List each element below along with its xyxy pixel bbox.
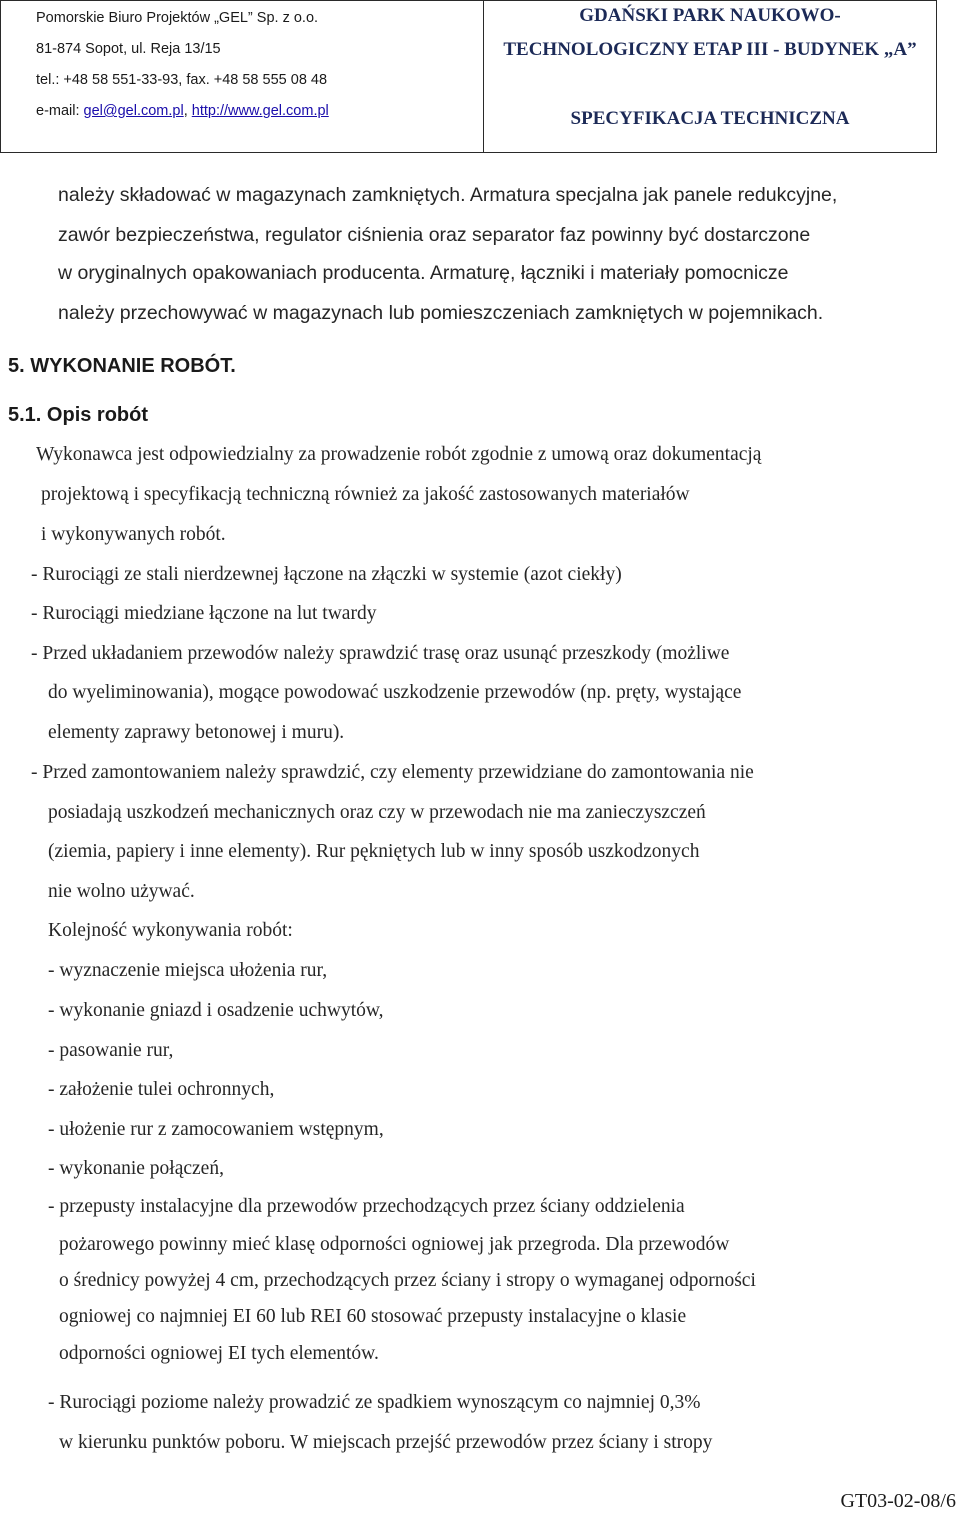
text-line: należy przechowywać w magazynach lub pomieszczeniach zamkniętych w pojemnikach.: [58, 302, 824, 324]
text-line: w kierunku punktów poboru. W miejscach przejść przewodów przez ściany i stropy: [59, 1432, 713, 1453]
text-line: elementy zaprawy betonowej i muru).: [48, 722, 345, 743]
list-item: - wykonanie połączeń,: [48, 1158, 224, 1179]
text-line: projektową i specyfikacją techniczną również za jakość zastosowanych materiałów: [41, 484, 690, 505]
contact-separator: ,: [183, 103, 192, 119]
website-link[interactable]: http://www.gel.com.pl: [191, 103, 329, 119]
document-type: SPECYFIKACJA TECHNICZNA: [570, 108, 850, 129]
text-line: nie wolno używać.: [48, 881, 195, 902]
list-item: - Rurociągi ze stali nierdzewnej łączone na złączki w systemie (azot ciekły): [31, 564, 622, 585]
text-line: posiadają uszkodzeń mechanicznych oraz czy w przewodach nie ma zanieczyszczeń: [48, 802, 706, 823]
list-item: - wyznaczenie miejsca ułożenia rur,: [48, 960, 328, 981]
section-heading: 5. WYKONANIE ROBÓT.: [8, 355, 236, 377]
company-contact: [36, 99, 483, 130]
text-line: ogniowej co najmniej EI 60 lub REI 60 stosować przepusty instalacyjne o klasie: [59, 1306, 687, 1327]
project-title-line2: TECHNOLOGICZNY ETAP III - BUDYNEK „A”: [503, 39, 917, 60]
text-line: odporności ogniowej EI tych elementów.: [59, 1343, 379, 1364]
text-line: w oryginalnych opakowaniach producenta. Armaturę, łączniki i materiały pomocnicze: [58, 262, 789, 284]
text-line: o średnicy powyżej 4 cm, przechodzących przez ściany i stropy o wymaganej odporności: [59, 1270, 756, 1291]
list-item: - Przed układaniem przewodów należy sprawdzić trasę oraz usunąć przeszkody (możliwe: [31, 643, 730, 664]
project-info: [484, 1, 936, 152]
list-item: - ułożenie rur z zamocowaniem wstępnym,: [48, 1119, 384, 1140]
subsection-heading: 5.1. Opis robót: [8, 404, 149, 426]
list-item: - Rurociągi poziome należy prowadzić ze spadkiem wynoszącym co najmniej 0,3%: [48, 1392, 701, 1413]
list-item: - wykonanie gniazd i osadzenie uchwytów,: [48, 1000, 384, 1021]
company-address: 81-874 Sopot, ul. Reja 13/15: [36, 41, 221, 57]
document-header: [0, 0, 937, 153]
list-item: - przepusty instalacyjne dla przewodów przechodzących przez ściany oddzielenia: [48, 1196, 685, 1217]
text-line: należy składować w magazynach zamkniętych. Armatura specjalna jak panele redukcyjne,: [58, 184, 838, 206]
text-line: i wykonywanych robót.: [41, 524, 226, 545]
list-item: - Przed zamontowaniem należy sprawdzić, czy elementy przewidziane do zamontowania nie: [31, 762, 754, 783]
text-line: zawór bezpieczeństwa, regulator ciśnienia oraz separator faz powinny być dostarczone: [58, 224, 811, 246]
page-number: GT03-02-08/6: [840, 1490, 956, 1512]
project-title-line1: GDAŃSKI PARK NAUKOWO-: [579, 5, 841, 26]
list-item: - Rurociągi miedziane łączone na lut twardy: [31, 603, 377, 624]
text-line: (ziemia, papiery i inne elementy). Rur pękniętych lub w inny sposób uszkodzonych: [48, 841, 700, 862]
text-line: do wyeliminowania), mogące powodować uszkodzenie przewodów (np. pręty, wystające: [48, 682, 742, 703]
company-phone: tel.: +48 58 551-33-93, fax. +48 58 555 08 48: [36, 72, 328, 88]
company-info: [1, 1, 484, 152]
list-item: - pasowanie rur,: [48, 1040, 174, 1061]
company-name: Pomorskie Biuro Projektów „GEL” Sp. z o.o.: [36, 10, 319, 26]
email-link[interactable]: gel@gel.com.pl: [83, 103, 184, 119]
email-prefix: e-mail:: [36, 103, 84, 119]
text-line: Wykonawca jest odpowiedzialny za prowadzenie robót zgodnie z umową oraz dokumentacją: [36, 444, 762, 465]
text-line: Kolejność wykonywania robót:: [48, 920, 293, 941]
list-item: - założenie tulei ochronnych,: [48, 1079, 275, 1100]
text-line: pożarowego powinny mieć klasę odporności ogniowej jak przegroda. Dla przewodów: [59, 1234, 730, 1255]
